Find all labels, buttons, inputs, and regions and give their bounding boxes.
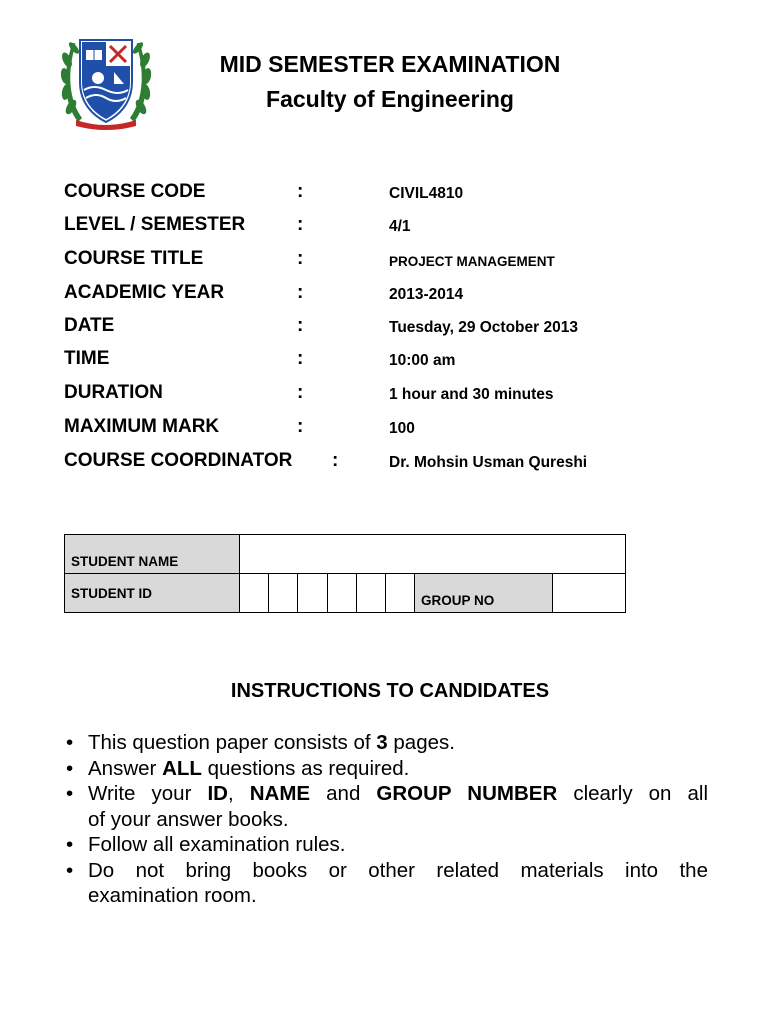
group-no-field[interactable] — [553, 574, 626, 613]
maximum-mark-value: 100 — [389, 420, 415, 437]
course-title-value: PROJECT MANAGEMENT — [389, 254, 555, 269]
level-semester-label: LEVEL / SEMESTER — [64, 214, 246, 235]
instruction-text: Do not bring books or other related materials into the — [88, 858, 708, 882]
colon: : — [297, 282, 304, 303]
colon: : — [297, 416, 304, 437]
level-semester-value: 4/1 — [389, 218, 411, 235]
course-code-label: COURSE CODE — [64, 181, 206, 202]
date-label: DATE — [64, 315, 115, 336]
colon: : — [297, 348, 304, 369]
instruction-emphasis: 3 — [376, 731, 388, 754]
instruction-text: This question paper consists of — [88, 731, 377, 754]
course-coordinator-value: Dr. Mohsin Usman Qureshi — [389, 454, 588, 471]
instruction-item — [64, 781, 708, 832]
student-id-label: STUDENT ID — [65, 574, 240, 613]
student-id-digit-box[interactable] — [386, 574, 415, 613]
instruction-text: examination room. — [88, 884, 257, 907]
student-name-row — [65, 535, 626, 574]
instruction-emphasis: GROUP NUMBER — [376, 782, 558, 805]
student-id-digit-box[interactable] — [269, 574, 298, 613]
instruction-item — [64, 832, 708, 858]
instruction-item — [64, 756, 708, 782]
student-id-digit-box[interactable] — [357, 574, 386, 613]
time-row — [64, 348, 704, 378]
student-id-digit-box[interactable] — [240, 574, 269, 613]
laurel-right-icon — [130, 41, 152, 122]
course-coordinator-label: COURSE COORDINATOR — [64, 450, 293, 471]
course-code-row — [64, 181, 704, 211]
student-id-digit-box[interactable] — [298, 574, 328, 613]
course-title-row — [64, 248, 704, 278]
date-row — [64, 315, 704, 345]
course-code-value: CIVIL4810 — [389, 185, 464, 202]
laurel-left-icon — [60, 41, 82, 122]
colon: : — [297, 315, 304, 336]
instruction-text: Follow all examination rules. — [88, 833, 346, 856]
instruction-item — [64, 858, 708, 909]
duration-label: DURATION — [64, 382, 163, 403]
instruction-text: pages. — [387, 731, 455, 754]
academic-year-value: 2013-2014 — [389, 286, 464, 303]
colon: : — [297, 248, 304, 269]
university-crest-logo — [58, 30, 154, 130]
student-name-label: STUDENT NAME — [65, 535, 240, 574]
instruction-text: and — [310, 782, 377, 805]
instruction-emphasis: NAME — [249, 782, 311, 805]
time-label: TIME — [64, 348, 110, 369]
date-value: Tuesday, 29 October 2013 — [389, 319, 578, 336]
level-semester-row — [64, 214, 704, 244]
exam-title: MID SEMESTER EXAMINATION — [219, 51, 561, 77]
academic-year-label: ACADEMIC YEAR — [64, 282, 225, 303]
duration-value: 1 hour and 30 minutes — [389, 386, 554, 403]
instruction-text: questions as required. — [201, 756, 410, 780]
instruction-emphasis: ID — [207, 782, 228, 805]
shield-icon — [80, 40, 132, 122]
student-details-table — [64, 534, 626, 613]
instruction-text: of your answer books. — [88, 807, 289, 831]
colon: : — [297, 181, 304, 202]
instructions-list — [64, 730, 708, 909]
maximum-mark-row — [64, 416, 704, 446]
course-title-label: COURSE TITLE — [64, 248, 204, 269]
instructions-title: INSTRUCTIONS TO CANDIDATES — [230, 680, 550, 702]
colon: : — [297, 214, 304, 235]
duration-row — [64, 382, 704, 412]
instruction-text: , — [227, 782, 250, 805]
student-id-row — [65, 574, 626, 613]
instruction-text: Write your — [88, 782, 208, 805]
course-coordinator-row — [64, 450, 704, 480]
faculty-subtitle: Faculty of Engineering — [266, 86, 514, 112]
instruction-text: Answer — [88, 756, 163, 780]
student-id-digit-box[interactable] — [328, 574, 357, 613]
instruction-text: clearly on all — [557, 782, 708, 805]
group-no-label: GROUP NO — [415, 574, 553, 613]
academic-year-row — [64, 282, 704, 312]
colon: : — [332, 450, 339, 471]
colon: : — [297, 382, 304, 403]
time-value: 10:00 am — [389, 352, 456, 369]
instruction-item — [64, 730, 708, 756]
instruction-emphasis: ALL — [162, 756, 202, 780]
student-name-field[interactable] — [240, 535, 626, 574]
maximum-mark-label: MAXIMUM MARK — [64, 416, 220, 437]
